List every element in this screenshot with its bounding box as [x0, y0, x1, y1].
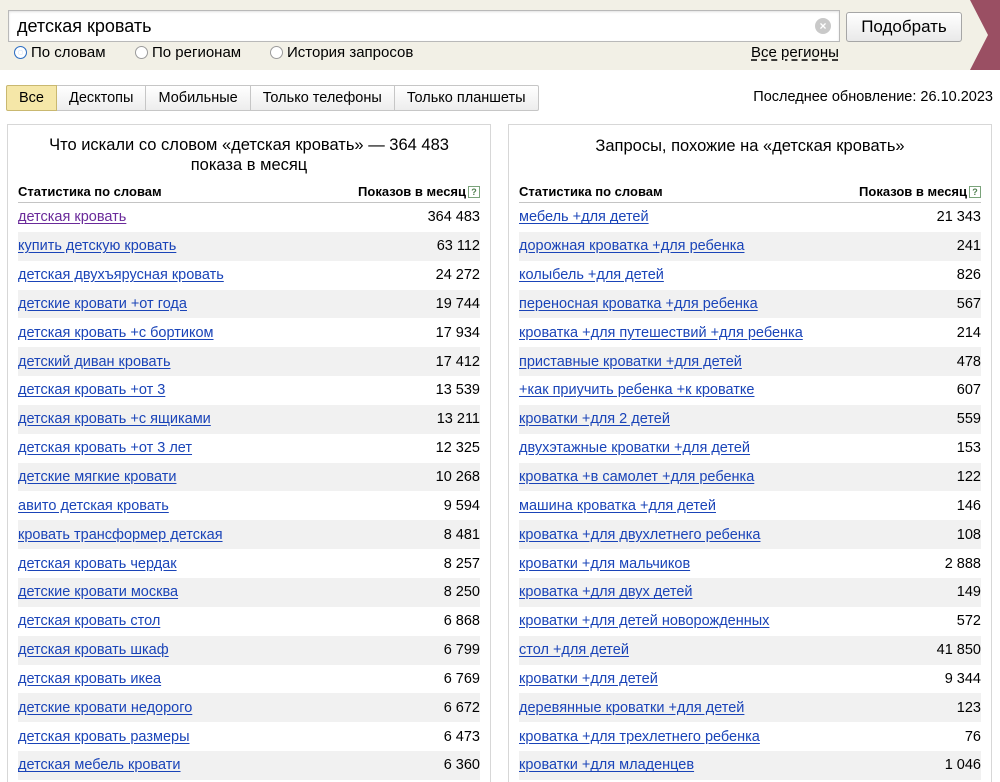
keyword-link[interactable]: приставные кроватки +для детей — [519, 353, 742, 370]
keyword-link[interactable]: детская кровать +от 3 — [18, 382, 166, 399]
keyword-link[interactable]: детская кровать чердак — [18, 555, 177, 572]
search-box — [8, 10, 840, 42]
impressions-count: 17 412 — [435, 353, 480, 370]
impressions-count: 76 — [964, 728, 981, 745]
keyword-link[interactable]: детская кровать +от 3 лет — [18, 440, 193, 457]
keyword-link[interactable]: детская кровать размеры — [18, 728, 190, 745]
impressions-count: 9 344 — [944, 670, 981, 687]
keyword-link[interactable]: кроватки +для мальчиков — [519, 555, 691, 572]
keyword-link[interactable]: детская кровать +с бортиком — [18, 324, 214, 341]
keyword-link[interactable]: детские мягкие кровати — [18, 469, 177, 486]
radio-icon[interactable] — [270, 46, 283, 59]
keyword-link[interactable]: кроватки +для детей — [519, 670, 658, 687]
impressions-count: 153 — [956, 440, 981, 457]
impressions-count: 122 — [956, 469, 981, 486]
table-row — [18, 751, 480, 780]
keyword-link[interactable]: детская мебель кровати — [18, 757, 181, 774]
help-icon[interactable]: ? — [468, 186, 480, 198]
help-icon[interactable]: ? — [969, 186, 981, 198]
table-row — [519, 405, 981, 434]
mode-label: По регионам — [152, 44, 242, 61]
keyword-link[interactable]: кроватки +для младенцев — [519, 757, 695, 774]
impressions-count: 6 799 — [443, 642, 480, 659]
keyword-link[interactable]: кроватка +для двухлетнего ребенка — [519, 526, 761, 543]
keyword-link[interactable]: авито детская кровать — [18, 497, 169, 514]
table-row — [18, 549, 480, 578]
impressions-count: 123 — [956, 699, 981, 716]
table-row — [18, 463, 480, 492]
keyword-link[interactable]: детская кровать шкаф — [18, 642, 169, 659]
mode-history[interactable] — [270, 44, 413, 61]
impressions-count: 12 325 — [435, 440, 480, 457]
col-count-header: Показов в месяц — [859, 184, 967, 199]
mode-by-words[interactable] — [14, 44, 106, 61]
table-row — [519, 261, 981, 290]
impressions-count: 6 769 — [443, 670, 480, 687]
mode-radio-group — [14, 44, 844, 64]
mode-label: По словам — [31, 44, 106, 61]
table-row — [18, 261, 480, 290]
device-tabs — [6, 85, 539, 111]
keyword-link[interactable]: двухэтажные кроватки +для детей — [519, 440, 751, 457]
impressions-count: 1 046 — [944, 757, 981, 774]
keyword-link[interactable]: переносная кроватка +для ребенка — [519, 295, 758, 312]
impressions-count: 24 272 — [435, 267, 480, 284]
impressions-count: 63 112 — [436, 238, 480, 255]
tab-desktops[interactable]: Десктопы — [57, 85, 146, 111]
impressions-count: 9 594 — [443, 497, 480, 514]
keyword-link[interactable]: кровать трансформер детская — [18, 526, 223, 543]
table-row — [519, 290, 981, 319]
table-row — [519, 751, 981, 780]
table-row — [18, 203, 480, 232]
keyword-link[interactable]: детская кровать икеа — [18, 670, 162, 687]
impressions-count: 364 483 — [427, 209, 480, 226]
left-panel — [7, 124, 491, 782]
impressions-count: 13 539 — [435, 382, 480, 399]
impressions-count: 17 934 — [435, 324, 480, 341]
tab-tablets-only[interactable]: Только планшеты — [395, 85, 539, 111]
impressions-count: 6 473 — [443, 728, 480, 745]
keyword-link[interactable]: детский диван кровать — [18, 353, 171, 370]
table-row — [519, 491, 981, 520]
tab-all[interactable]: Все — [6, 85, 57, 111]
clear-icon[interactable]: × — [815, 18, 831, 34]
col-count-header-wrap — [358, 184, 480, 199]
impressions-count: 607 — [956, 382, 981, 399]
mode-label: История запросов — [287, 44, 414, 61]
keyword-link[interactable]: детские кровати недорого — [18, 699, 193, 716]
col-keyword-header: Статистика по словам — [18, 184, 162, 199]
keyword-link[interactable]: кроватка +для путешествий +для ребенка — [519, 324, 803, 341]
impressions-count: 149 — [956, 584, 981, 601]
table-row — [18, 607, 480, 636]
impressions-count: 8 481 — [443, 526, 480, 543]
table-row — [18, 376, 480, 405]
keyword-link[interactable]: детская кровать — [18, 209, 127, 226]
keyword-link[interactable]: стол +для детей — [519, 642, 629, 659]
impressions-count: 10 268 — [435, 469, 480, 486]
keyword-link[interactable]: детская кровать +с ящиками — [18, 411, 211, 428]
impressions-count: 19 744 — [435, 295, 480, 312]
table-row — [18, 290, 480, 319]
keyword-link[interactable]: детская кровать стол — [18, 613, 161, 630]
right-panel — [508, 124, 992, 782]
impressions-count: 826 — [956, 267, 981, 284]
panel-title: Что искали со словом «детская кровать» — 364 483 показа в месяц — [49, 136, 449, 174]
radio-icon[interactable] — [135, 46, 148, 59]
mode-by-regions[interactable] — [135, 44, 241, 61]
table-row — [18, 347, 480, 376]
impressions-count: 241 — [956, 238, 981, 255]
impressions-count: 8 257 — [443, 555, 480, 572]
table-row — [519, 318, 981, 347]
table-row — [519, 607, 981, 636]
keyword-link[interactable]: купить детскую кровать — [18, 238, 177, 255]
impressions-count: 146 — [956, 497, 981, 514]
impressions-count: 21 343 — [936, 209, 981, 226]
table-row — [519, 578, 981, 607]
impressions-count: 8 250 — [443, 584, 480, 601]
keyword-link[interactable]: кроватка +в самолет +для ребенка — [519, 469, 755, 486]
submit-button[interactable]: Подобрать — [846, 12, 962, 42]
table-row — [519, 693, 981, 722]
impressions-count: 572 — [956, 613, 981, 630]
col-keyword-header: Статистика по словам — [519, 184, 663, 199]
keyword-link[interactable]: мебель +для детей — [519, 209, 649, 226]
search-band — [0, 0, 1000, 70]
impressions-count: 214 — [956, 324, 981, 341]
table-row — [18, 693, 480, 722]
keyword-link[interactable]: детская двухъярусная кровать — [18, 267, 224, 284]
table-row — [18, 405, 480, 434]
impressions-count: 6 672 — [443, 699, 480, 716]
table-row — [18, 665, 480, 694]
last-update-text: Последнее обновление: 26.10.2023 — [753, 89, 993, 105]
table-row — [18, 232, 480, 261]
table-row — [519, 376, 981, 405]
col-count-header: Показов в месяц — [358, 184, 466, 199]
keyword-link[interactable]: деревянные кроватки +для детей — [519, 699, 745, 716]
table-row — [519, 463, 981, 492]
tab-phones-only[interactable]: Только телефоны — [251, 85, 395, 111]
keyword-link[interactable]: кроватка +для двух детей — [519, 584, 693, 601]
table-row — [18, 578, 480, 607]
keyword-link[interactable]: колыбель +для детей — [519, 267, 664, 284]
impressions-count: 6 868 — [443, 613, 480, 630]
impressions-count: 478 — [956, 353, 981, 370]
keyword-link[interactable]: детские кровати +от года — [18, 295, 187, 312]
keyword-link[interactable]: машина кроватка +для детей — [519, 497, 716, 514]
keyword-table — [18, 202, 480, 780]
search-input[interactable] — [9, 11, 809, 41]
table-row — [18, 636, 480, 665]
keyword-link[interactable]: кроватки +для 2 детей — [519, 411, 670, 428]
keyword-link[interactable]: кроватка +для трехлетнего ребенка — [519, 728, 760, 745]
table-row — [18, 520, 480, 549]
table-row — [519, 549, 981, 578]
impressions-count: 6 360 — [443, 757, 480, 774]
column-header — [519, 184, 981, 202]
col-count-header-wrap — [859, 184, 981, 199]
table-row — [18, 434, 480, 463]
impressions-count: 567 — [956, 295, 981, 312]
keyword-link[interactable]: дорожная кроватка +для ребенка — [519, 238, 745, 255]
table-row — [18, 722, 480, 751]
table-row — [519, 347, 981, 376]
table-row — [18, 491, 480, 520]
impressions-count: 13 211 — [436, 411, 480, 428]
table-row — [519, 722, 981, 751]
keyword-link[interactable]: детские кровати москва — [18, 584, 179, 601]
all-regions-link[interactable]: Все регионы — [751, 44, 839, 61]
tab-mobile[interactable]: Мобильные — [146, 85, 250, 111]
table-row — [519, 434, 981, 463]
keyword-link[interactable]: кроватки +для детей новорожденных — [519, 613, 770, 630]
table-row — [18, 318, 480, 347]
impressions-count: 41 850 — [936, 642, 981, 659]
table-row — [519, 636, 981, 665]
table-row — [519, 520, 981, 549]
keyword-link[interactable]: +как приучить ребенка +к кроватке — [519, 382, 755, 399]
table-row — [519, 232, 981, 261]
table-row — [519, 665, 981, 694]
table-row — [519, 203, 981, 232]
similar-queries-table — [519, 202, 981, 780]
radio-selected-icon[interactable] — [14, 46, 27, 59]
panel-title: Запросы, похожие на «детская кровать» — [595, 137, 905, 155]
impressions-count: 108 — [956, 526, 981, 543]
impressions-count: 559 — [956, 411, 981, 428]
column-header — [18, 184, 480, 202]
impressions-count: 2 888 — [944, 555, 981, 572]
